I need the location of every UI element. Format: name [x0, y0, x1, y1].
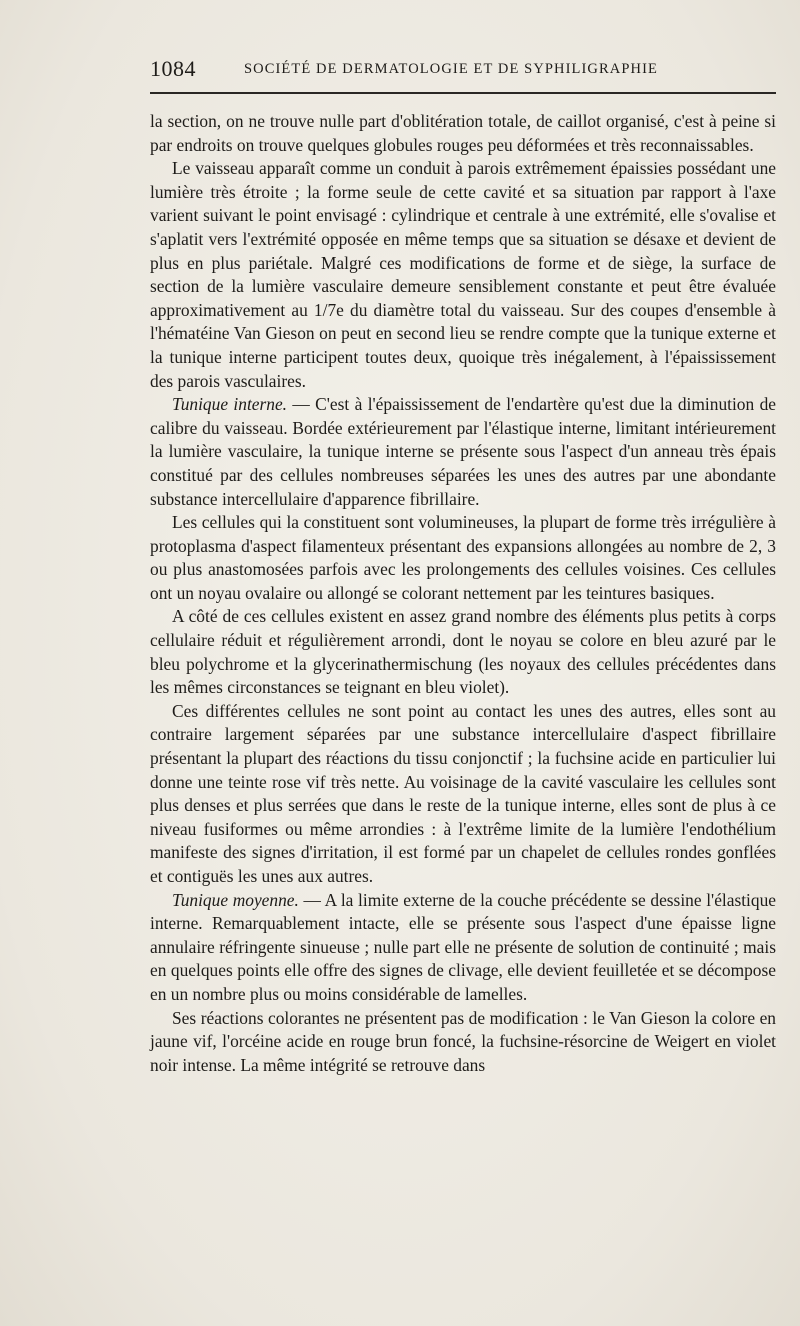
paragraph-text: Le vaisseau apparaît comme un conduit à parois extrêmement épaissies possédant une lumière très étroite ; la forme seule de cette cavité et sa situation par rapport à l'axe varient suivant le point envisagé : cylindrique et centrale à une extrémité, elle s'ovalise et s'aplatit vers l'extrémité opposée en même temps que sa situation se désaxe et devient de plus en plus pariétale. Malgré ces modifications de forme et de siège, la surface de section de la lumière vasculaire demeure sensiblement constante et peut être évaluée approximativement au 1/7e du diamètre total du vaisseau. Sur des coupes d'ensemble à l'hématéine Van Gieson on peut en second lieu se rendre compte que la tunique externe et la tunique interne participent toutes deux, quoique très inégalement, à l'épaississement des parois vasculaires.	[150, 158, 776, 391]
paragraph-text: Ses réactions colorantes ne présentent pas de modification : le Van Gieson la colore en jaune vif, l'orcéine acide en rouge brun foncé, la fuchsine-résorcine de Weigert en violet noir intense. La même intégrité se retrouve dans	[150, 1007, 776, 1075]
paragraph	[150, 157, 776, 393]
paragraph	[150, 511, 776, 605]
body-text	[150, 110, 776, 1077]
running-header	[150, 56, 776, 86]
paragraph	[150, 605, 776, 699]
paragraph	[150, 110, 776, 157]
section-heading-tunique-moyenne: Tunique moyenne.	[172, 889, 299, 910]
paragraph-text: — A la limite externe de la couche précédente se dessine l'élastique interne. Remarquablement intacte, elle se présente sous l'aspect d'une épaisse ligne annulaire réfringente sinueuse ; nulle part elle ne présente de solution de continuité ; mais en quelques points elle offre des signes de clivage, elle devient feuilletée et se décompose en un nombre plus ou moins considérable de lamelles.	[150, 889, 776, 1004]
paragraph	[150, 393, 776, 511]
paragraph-text: la section, on ne trouve nulle part d'oblitération totale, de caillot organisé, c'est à peine si par endroits on trouve quelques globules rouges peu déformées et très reconnaissables.	[150, 111, 776, 155]
paragraph-text: — C'est à l'épaississement de l'endartère qu'est due la diminution de calibre du vaisseau. Bordée extérieurement par l'élastique interne, limitant intérieurement la lumière vasculaire, la tunique interne se présente sous l'aspect d'un anneau très épais constitué par des cellules nombreuses séparées les unes des autres par une abondante substance intercellulaire d'apparence fibrillaire.	[150, 394, 776, 509]
header-rule	[150, 92, 776, 94]
page-number: 1084	[150, 56, 196, 81]
running-head-title: SOCIÉTÉ DE DERMATOLOGIE ET DE SYPHILIGRAPHIE	[244, 61, 658, 77]
paragraph	[150, 700, 776, 889]
paragraph-text: A côté de ces cellules existent en assez grand nombre des éléments plus petits à corps cellulaire réduit et régulièrement arrondi, dont le noyau se colore en bleu azuré par le bleu polychrome et la glycerinathermischung (les noyaux des cellules précédentes dans les mêmes circonstances se teignant en bleu violet).	[150, 606, 776, 698]
section-heading-tunique-interne: Tunique interne.	[172, 394, 288, 415]
paragraph-text: Ces différentes cellules ne sont point au contact les unes des autres, elles sont au contraire largement séparées par une substance intercellulaire d'aspect fibrillaire présentant la plupart des réactions du tissu conjonctif ; la fuchsine acide en particulier lui donne une teinte rose vif très nette. Au voisinage de la cavité vasculaire les cellules sont plus denses et plus serrées que dans le reste de la tunique interne, elles sont de plus à ce niveau fusiformes ou même arrondies : à l'extrême limite de la lumière l'endothélium manifeste des signes d'irritation, il est formé par un chapelet de cellules rondes gonflées et contiguës les unes aux autres.	[150, 700, 776, 886]
paragraph	[150, 1007, 776, 1078]
paragraph	[150, 889, 776, 1007]
paragraph-text: Les cellules qui la constituent sont volumineuses, la plupart de forme très irrégulière à protoplasma d'aspect filamenteux présentant des expansions allongées au nombre de 2, 3 ou plus anastomosées parfois avec les prolongements des cellules voisines. Ces cellules ont un noyau ovalaire ou allongé se colorant nettement par les teintures basiques.	[150, 512, 776, 603]
